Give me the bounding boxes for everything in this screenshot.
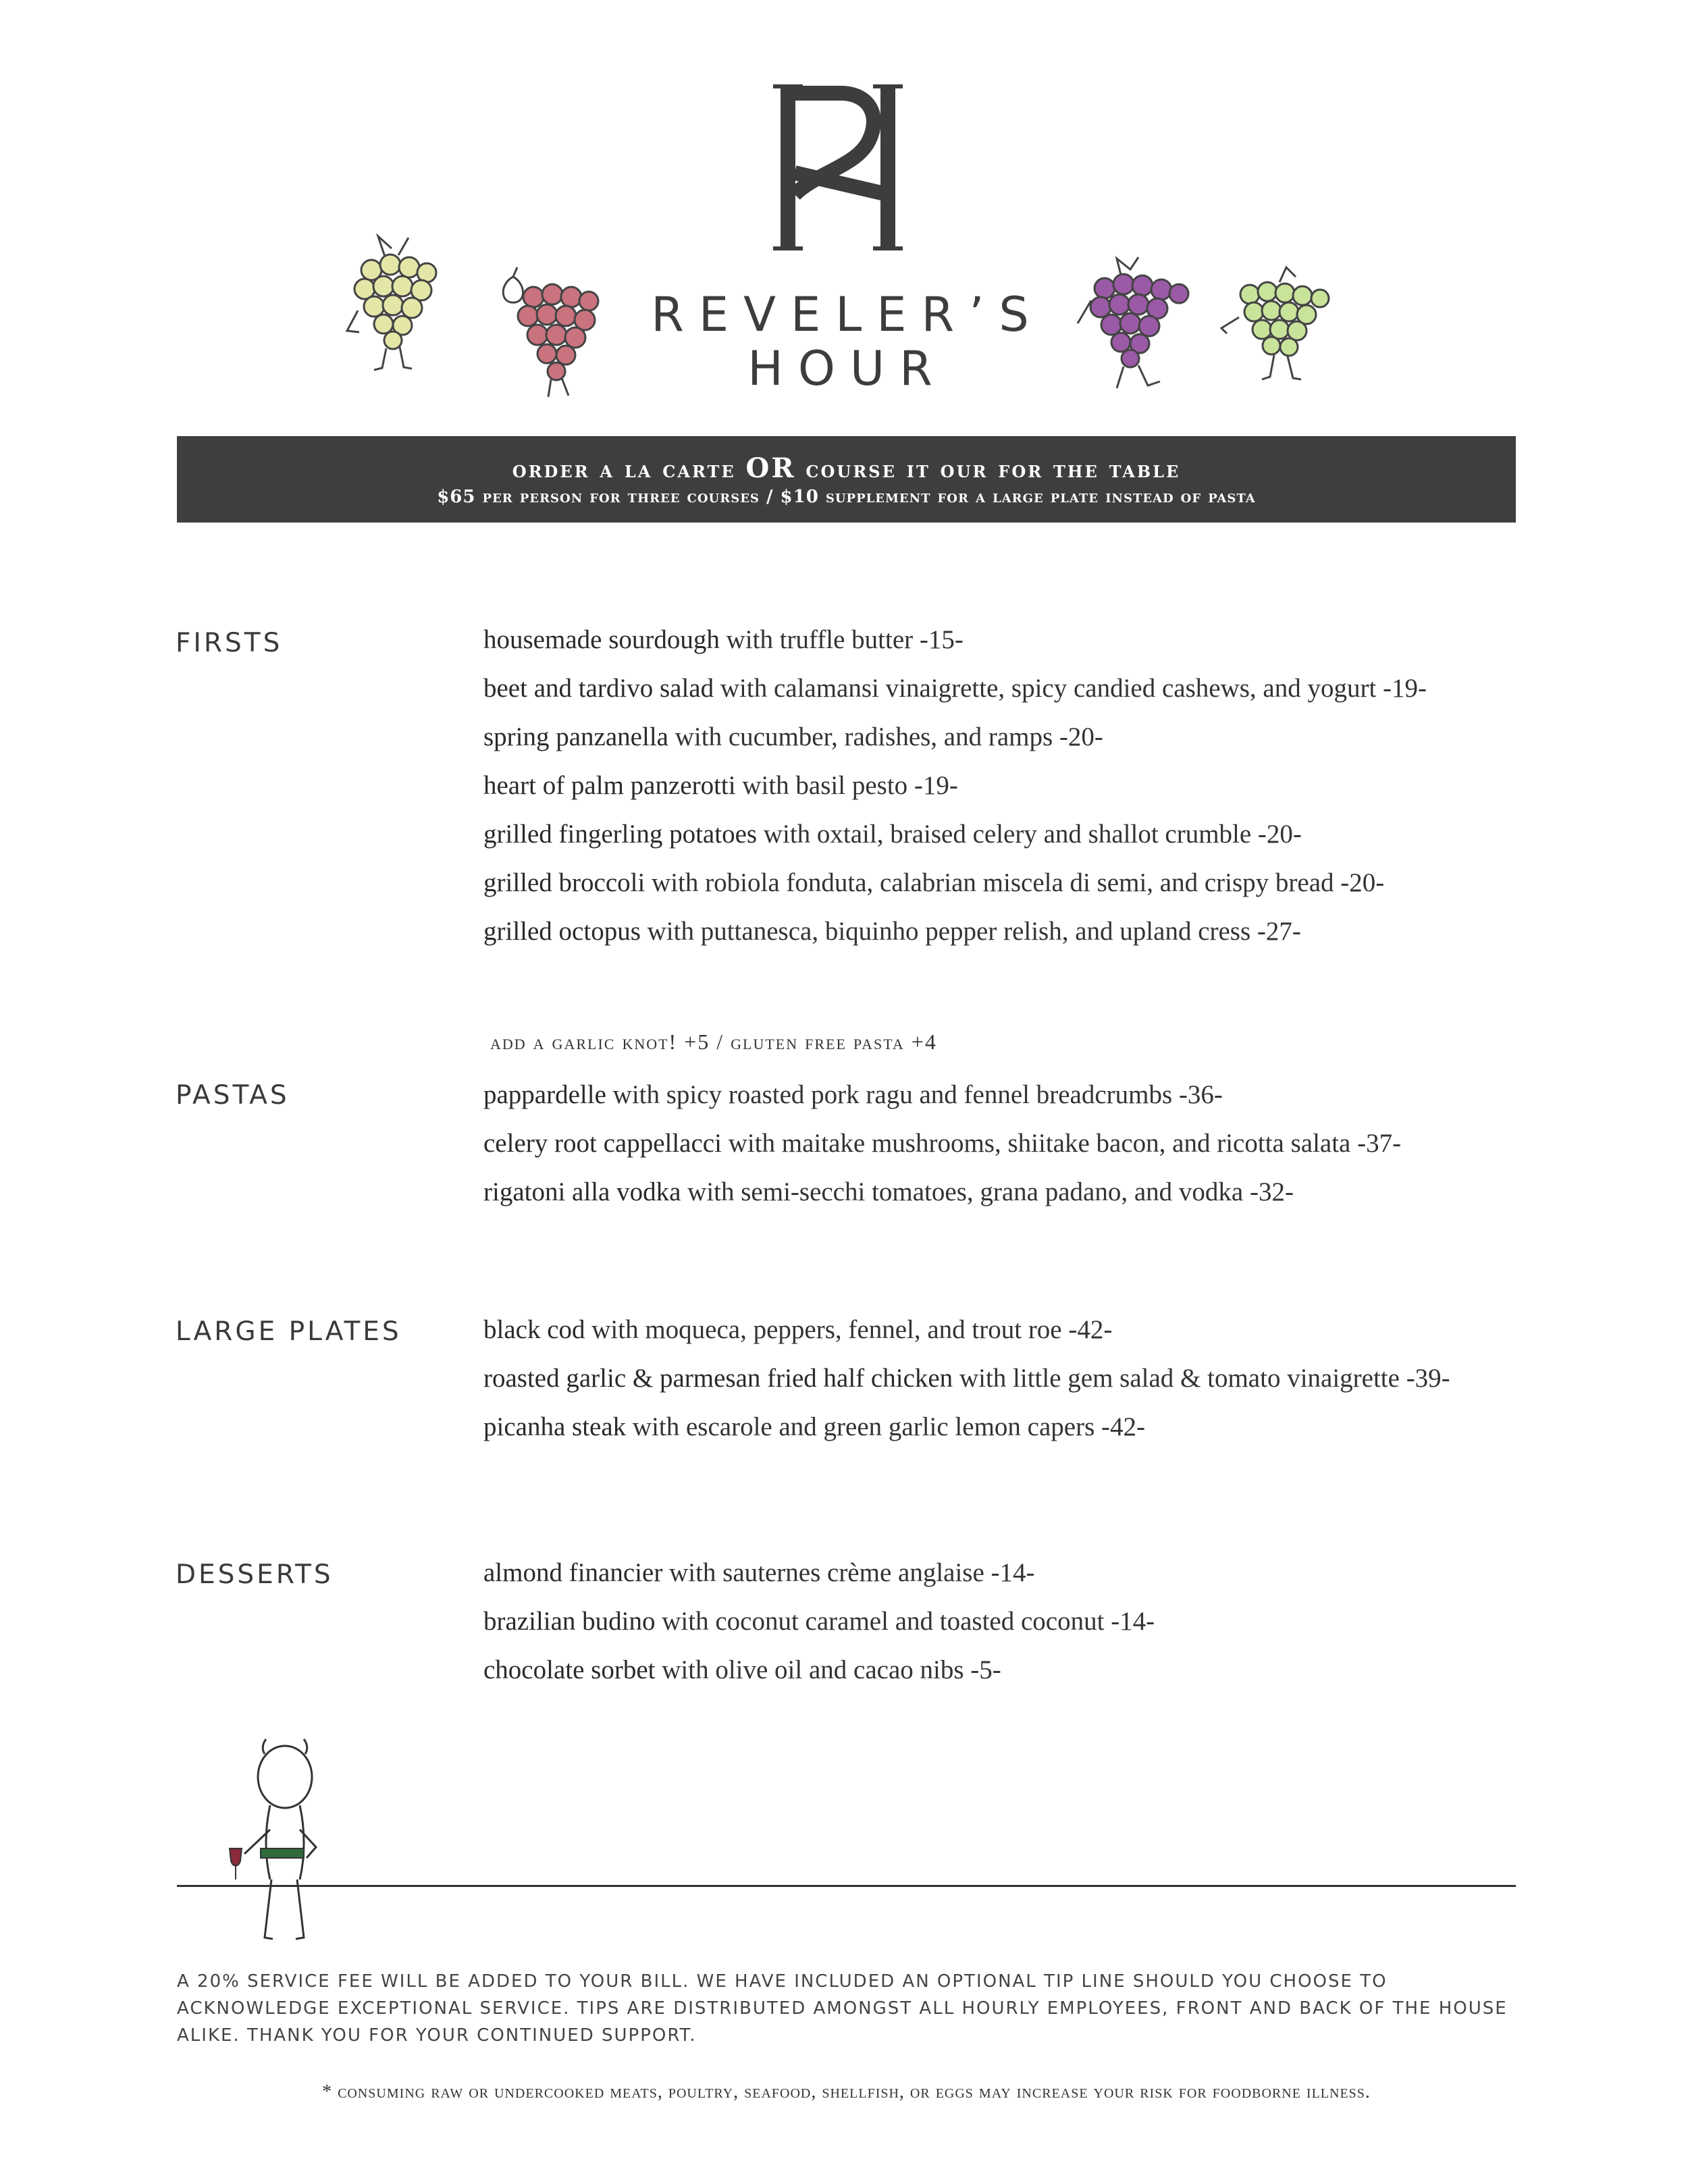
menu-item: black cod with moqueca, peppers, fennel, and trout roe -42- [483, 1315, 1113, 1344]
brand-name-line2: HOUR [747, 341, 947, 396]
firsts-list [483, 616, 1631, 956]
brand-name-line1: REVELER’S [651, 287, 1044, 342]
menu-item: beet and tardivo salad with calamansi vinaigrette, spicy candied cashews, and yogurt -19- [483, 674, 1427, 703]
service-fee-note: A 20% SERVICE FEE WILL BE ADDED TO YOUR BILL. WE HAVE INCLUDED AN OPTIONAL TIP LINE SHOULD YOU CHOOSE TO ACKNOWLEDGE EXCEPTIONAL SERVICE. TIPS ARE DISTRIBUTED AMONGST ALL HOURLY EMPLOYEES, FRONT AND BACK OF THE HOUSE ALIKE. THANK YOU FOR YOUR CONTINUED SUPPORT. [177, 1971, 1508, 2046]
pastas-list [483, 1071, 1631, 1217]
menu-item: celery root cappellacci with maitake mushrooms, shiitake bacon, and ricotta salata -37- [483, 1129, 1402, 1158]
menu-item: spring panzanella with cucumber, radishes, and ramps -20- [483, 722, 1103, 751]
pink-grape-illustration [486, 263, 614, 402]
section-title-large-plates: LARGE PLATES [176, 1316, 402, 1347]
menu-item: picanha steak with escarole and green garlic lemon capers -42- [483, 1412, 1145, 1441]
sitting-figure-illustration [217, 1735, 339, 1951]
menu-item: grilled fingerling potatoes with oxtail, braised celery and shallot crumble -20- [483, 820, 1302, 849]
menu-item: grilled octopus with puttanesca, biquinho pepper relish, and upland cress -27- [483, 917, 1301, 946]
banner-pricing-detail: $65 per person for three courses / $10 supplement for a large plate instead of pasta [437, 487, 1256, 507]
yellow-grape-illustration [344, 230, 452, 375]
large-plates-list [483, 1306, 1631, 1451]
menu-item: heart of palm panzerotti with basil pesto -19- [483, 771, 958, 800]
section-title-pastas: PASTAS [176, 1080, 290, 1111]
disclaimer-asterisk: * [322, 2081, 333, 2102]
menu-item: almond financier with sauternes crème anglaise -14- [483, 1558, 1035, 1587]
menu-item: chocolate sorbet with olive oil and cacao nibs -5- [483, 1655, 1001, 1684]
menu-item: pappardelle with spicy roasted pork ragu and fennel breadcrumbs -36- [483, 1080, 1223, 1109]
logo-monogram [768, 78, 908, 255]
menu-item: grilled broccoli with robiola fonduta, calabrian miscela di semi, and crispy bread -20- [483, 868, 1385, 897]
banner-or: OR [745, 452, 796, 484]
menu-item: rigatoni alla vodka with semi-secchi tomatoes, grana padano, and vodka -32- [483, 1177, 1294, 1206]
menu-item: roasted garlic & parmesan fried half chicken with little gem salad & tomato vinaigrette -39- [483, 1364, 1450, 1393]
pricing-banner [177, 436, 1516, 523]
purple-grape-illustration [1074, 253, 1209, 395]
menu-item: housemade sourdough with truffle butter -15- [483, 625, 964, 654]
desserts-list [483, 1549, 1631, 1695]
menu-item: brazilian budino with coconut caramel and toasted coconut -14- [483, 1607, 1155, 1636]
pasta-addon-note: add a garlic knot! +5 / gluten free pasta +4 [490, 1030, 937, 1054]
green-grape-illustration [1212, 263, 1347, 392]
footer-divider [177, 1885, 1516, 1887]
banner-headline: order a la carte OR course it our for the table [512, 452, 1181, 484]
section-title-desserts: DESSERTS [176, 1560, 334, 1590]
food-safety-disclaimer: * consuming raw or undercooked meats, poultry, seafood, shellfish, or eggs may increase your risk for foodborne illness. [322, 2081, 1371, 2102]
section-title-firsts: FIRSTS [176, 628, 283, 658]
